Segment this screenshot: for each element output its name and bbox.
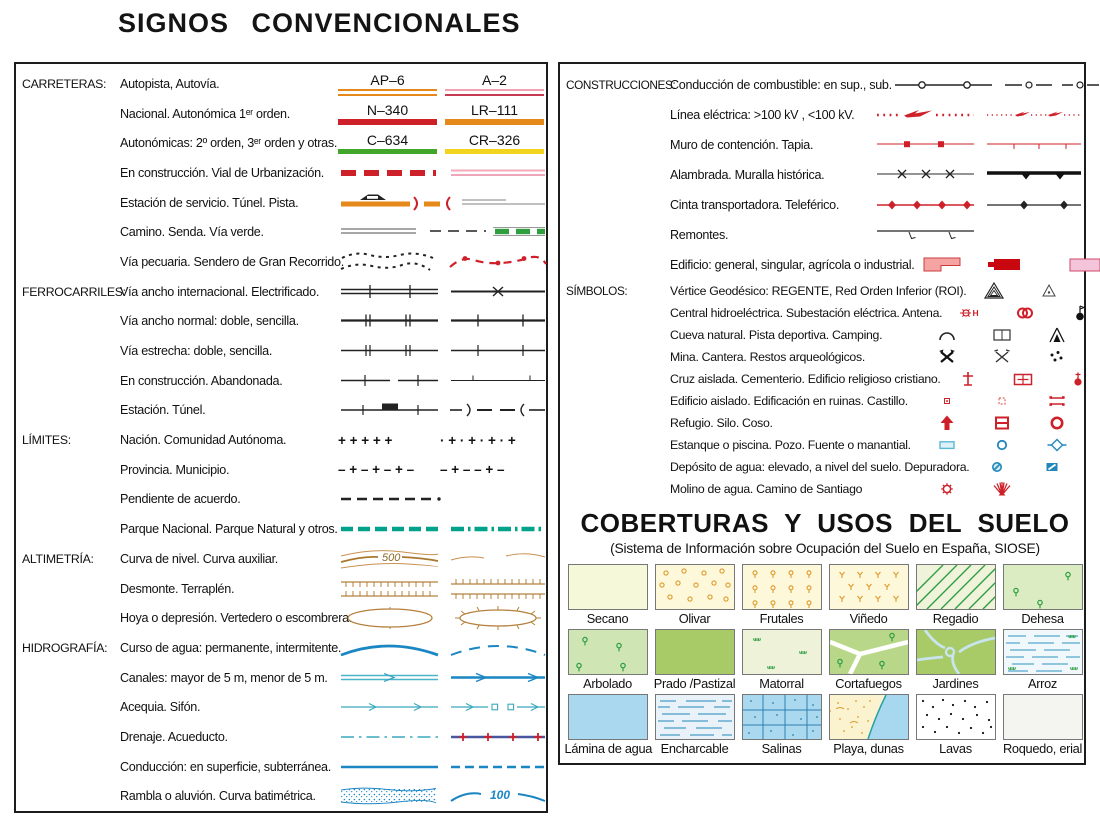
legend-row-rail-construccion: En construcción. Abandonada. (22, 366, 546, 396)
autonomous-community-boundary-icon: · + · + · + · + (440, 432, 516, 448)
bullring-icon (1046, 413, 1068, 433)
rail-station-tunnel-icon (338, 397, 548, 423)
landcover-jardines: Jardines (913, 629, 999, 691)
elevated-water-tank-icon (986, 457, 1008, 477)
swatch-salinas (742, 694, 822, 740)
legend-row-nacional: Nacional. Autonómica 1ᵉʳ orden. N–340 LR–111 (22, 99, 546, 129)
building-types-icon (914, 252, 1100, 278)
swatch-lavas (916, 694, 996, 740)
landcover-matorral: Matorral (739, 629, 825, 691)
signs-panel-right (558, 62, 1086, 765)
legend-row-camino-senda: Camino. Senda. Vía verde. (22, 217, 546, 247)
well-icon (991, 435, 1013, 455)
svg-text:H: H (972, 308, 979, 319)
legend-row-edificio-aislado: Edificio aislado. Edificación en ruinas. Castillo. (566, 390, 1084, 412)
legend-row-autonomicas: Autonómicas: 2º orden, 3ᵉʳ orden y otras. C–634 CR–326 (22, 128, 546, 158)
retaining-wall-icon (874, 132, 1084, 158)
ruins-icon (991, 391, 1013, 411)
legend-row-muro: Muro de contención. Tapia. (566, 130, 1084, 160)
geodetic-vertex-regente-icon (983, 281, 1005, 301)
swatch-playa-dunas (829, 694, 909, 740)
landcover-lamina-agua: Lámina de agua (565, 694, 651, 756)
cemetery-icon (1012, 369, 1034, 389)
legend-row-nacion: LÍMITES: Nación. Comunidad Autónoma. + + + + + · + · + · + · + (22, 425, 546, 455)
legend-row-deposito: Depósito de agua: elevado, a nivel del suelo. Depuradora. (566, 456, 1084, 478)
watercourse-icon (338, 635, 548, 661)
wash-bathymetric-icon (338, 783, 548, 809)
province-boundary-icon: – + – + – + – (338, 462, 415, 478)
swatch-secano (568, 564, 648, 610)
legend-row-via-normal: Vía ancho normal: doble, sencilla. (22, 307, 546, 337)
camping-icon (1046, 325, 1068, 345)
treatment-plant-icon (1096, 457, 1100, 477)
page-title: SIGNOS CONVENCIONALES (118, 8, 521, 38)
landcover-arroz: Arroz (1000, 629, 1086, 691)
legend-row-central: Central hidroeléctrica. Subestación eléctrica. Antena. H (566, 302, 1084, 324)
legend-row-conduccion: Conducción: en superficie, subterránea. (22, 752, 546, 782)
legend-row-parque: Parque Nacional. Parque Natural y otros. (22, 514, 546, 544)
legend-row-combustible: CONSTRUCCIONES: Conducción de combustible: en sup., sub. (566, 70, 1084, 100)
ski-lift-icon (874, 222, 1084, 248)
legend-row-rambla: Rambla o aluvión. Curva batimétrica. 100 (22, 782, 546, 812)
landcover-prado: Prado /Pastizal (652, 629, 738, 691)
legend-row-desmonte: Desmonte. Terraplén. (22, 574, 546, 604)
legend-row-refugio: Refugio. Silo. Coso. (566, 412, 1084, 434)
quarry-icon (991, 347, 1013, 367)
national-park-boundary-icon (338, 516, 548, 542)
sports-court-icon (991, 325, 1013, 345)
coberturas-subtitle: (Sistema de Información sobre Ocupación del Suelo en España, SIOSE) (610, 541, 1040, 556)
legend-row-edificio: Edificio: general, singular, agrícola o industrial. (566, 250, 1084, 280)
landcover-regadio: Regadio (913, 564, 999, 626)
road-symbol-cr326: CR–326 (445, 132, 544, 155)
motorway-line-icon (338, 89, 437, 96)
legend-row-cueva: Cueva natural. Pista deportiva. Camping. (566, 324, 1084, 346)
category-label: CARRETERAS: (22, 76, 107, 91)
narrow-gauge-rail-icon (338, 338, 548, 364)
conveyor-cablecar-icon (874, 192, 1084, 218)
legend-row-pendiente: Pendiente de acuerdo. (22, 485, 546, 515)
local-road-line-icon (338, 149, 437, 155)
drainage-aqueduct-icon (338, 724, 548, 750)
swatch-arbolado (568, 629, 648, 675)
row-description: Autopista, Autovía. (120, 76, 220, 91)
national-boundary-icon: + + + + + (338, 432, 393, 448)
legend-row-acequia: Acequia. Sifón. (22, 692, 546, 722)
signs-panel-left (14, 62, 548, 813)
landcover-arbolado: Arbolado (565, 629, 651, 691)
christian-religious-building-icon (1067, 369, 1089, 389)
power-line-icon (874, 102, 1084, 128)
mine-icon (936, 347, 958, 367)
international-gauge-rail-icon (338, 279, 548, 305)
legend-row-linea-electrica: Línea eléctrica: >100 kV , <100 kV. (566, 100, 1084, 130)
irrigation-ditch-siphon-icon (338, 694, 548, 720)
legend-row-drenaje: Drenaje. Acueducto. (22, 722, 546, 752)
service-station-tunnel-track-icon (338, 190, 548, 216)
spring-fountain-icon (1046, 435, 1068, 455)
drove-road-gr-trail-icon (338, 249, 548, 275)
legend-row-cinta: Cinta transportadora. Teleférico. (566, 190, 1084, 220)
legend-row-via-estrecha: Vía estrecha: doble, sencilla. (22, 336, 546, 366)
national-road-line-icon (338, 119, 437, 125)
legend-row-via-pecuaria: Vía pecuaria. Sendero de Gran Recorrido. (22, 247, 546, 277)
road-symbol-a2: A–2 (445, 72, 544, 96)
swatch-encharcable (655, 694, 735, 740)
coberturas-title: COBERTURAS Y USOS DEL SUELO (580, 508, 1070, 538)
landcover-vinedo: Viñedo (826, 564, 912, 626)
archaeological-site-icon (1046, 347, 1068, 367)
legend-row-vertice: SÍMBOLOS: Vértice Geodésico: REGENTE, Red Orden Inferior (ROI). (566, 280, 1084, 302)
legend-row-hoya: Hoya o depresión. Vertedero o escombrera. (22, 603, 546, 633)
landcover-olivar: Olivar (652, 564, 738, 626)
minor-road-line-icon (445, 149, 544, 155)
swatch-frutales (742, 564, 822, 610)
swatch-lamina-agua (568, 694, 648, 740)
landcover-grid (566, 564, 1084, 756)
legend-row-remontes: Remontes. (566, 220, 1084, 250)
swatch-cortafuegos (829, 629, 909, 675)
legend-row-autopista (22, 69, 546, 99)
landcover-salinas: Salinas (739, 694, 825, 756)
legend-row-estacion-servicio: Estación de servicio. Túnel. Pista. (22, 188, 546, 218)
normal-gauge-rail-icon (338, 308, 548, 334)
landcover-playa: Playa, dunas (826, 694, 912, 756)
legend-row-curva-nivel: ALTIMETRÍA: Curva de nivel. Curva auxiliar. 500 (22, 544, 546, 574)
legend-row-cruz: Cruz aislada. Cementerio. Edificio religioso cristiano. (566, 368, 1084, 390)
isolated-building-icon (936, 391, 958, 411)
legend-row-construccion-vial: En construcción. Vial de Urbanización. (22, 158, 546, 188)
swatch-arroz (1003, 629, 1083, 675)
landcover-dehesa: Dehesa (1000, 564, 1086, 626)
landcover-encharcable: Encharcable (652, 694, 738, 756)
fuel-pipeline-icon (892, 72, 1100, 98)
castle-icon (1046, 391, 1068, 411)
landcover-cortafuegos: Cortafuegos (826, 629, 912, 691)
swatch-dehesa (1003, 564, 1083, 610)
pipeline-icon (338, 754, 548, 780)
ground-water-tank-icon (1041, 457, 1063, 477)
legend-row-molino: Molino de agua. Camino de Santiago (566, 478, 1084, 500)
depression-dump-icon (338, 605, 548, 631)
legend-row-provincia: Provincia. Municipio. – + – + – + – – + – – + – (22, 455, 546, 485)
road-symbol-lr111: LR–111 (445, 102, 544, 125)
road-symbol-c634: C–634 (338, 132, 437, 155)
landcover-lavas: Lavas (913, 694, 999, 756)
road-symbol-n340: N–340 (338, 102, 437, 125)
pond-pool-icon (936, 435, 958, 455)
hydro-plant-icon (959, 303, 981, 323)
legend-row-via-internacional: FERROCARRILES: Vía ancho internacional. Electrificado. (22, 277, 546, 307)
municipality-boundary-icon: – + – – + – (440, 462, 505, 478)
swatch-prado (655, 629, 735, 675)
swatch-matorral (742, 629, 822, 675)
pending-agreement-boundary-icon (338, 486, 548, 512)
legend-row-estanque: Estanque o piscina. Pozo. Fuente o manantial. (566, 434, 1084, 456)
swatch-roquedo (1003, 694, 1083, 740)
dual-carriageway-line-icon (445, 89, 544, 96)
swatch-regadio (916, 564, 996, 610)
swatch-olivar (655, 564, 735, 610)
road-under-construction-icon (338, 160, 548, 186)
legend-row-canales: Canales: mayor de 5 m, menor de 5 m. (22, 663, 546, 693)
cave-icon (936, 325, 958, 345)
contour-line-icon (338, 546, 548, 572)
electric-substation-icon (1014, 303, 1036, 323)
svg-text:100: 100 (490, 788, 511, 803)
legend-row-mina: Mina. Cantera. Restos arqueológicos. (566, 346, 1084, 368)
wire-fence-wall-icon (874, 162, 1084, 188)
antenna-icon (1069, 303, 1091, 323)
regional-road-line-icon (445, 119, 544, 125)
landcover-roquedo: Roquedo, erial (1000, 694, 1086, 756)
legend-row-rail-estacion-tunel: Estación. Túnel. (22, 396, 546, 426)
swatch-jardines (916, 629, 996, 675)
path-trail-greenway-icon (338, 219, 548, 245)
water-mill-icon (936, 479, 958, 499)
legend-row-curso-agua: HIDROGRAFÍA: Curso de agua: permanente, intermitente. (22, 633, 546, 663)
cutting-embankment-icon (338, 576, 548, 602)
landcover-frutales: Frutales (739, 564, 825, 626)
svg-text:500: 500 (382, 551, 401, 564)
camino-santiago-shell-icon (991, 479, 1013, 499)
isolated-cross-icon (957, 369, 979, 389)
silo-icon (991, 413, 1013, 433)
canal-icon (338, 665, 548, 691)
geodetic-vertex-roi-icon (1038, 281, 1060, 301)
road-symbol-ap6: AP–6 (338, 72, 437, 96)
rail-under-construction-abandoned-icon (338, 368, 548, 394)
refuge-icon (936, 413, 958, 433)
legend-row-alambrada: Alambrada. Muralla histórica. (566, 160, 1084, 190)
landcover-secano: Secano (565, 564, 651, 626)
swatch-vinedo (829, 564, 909, 610)
